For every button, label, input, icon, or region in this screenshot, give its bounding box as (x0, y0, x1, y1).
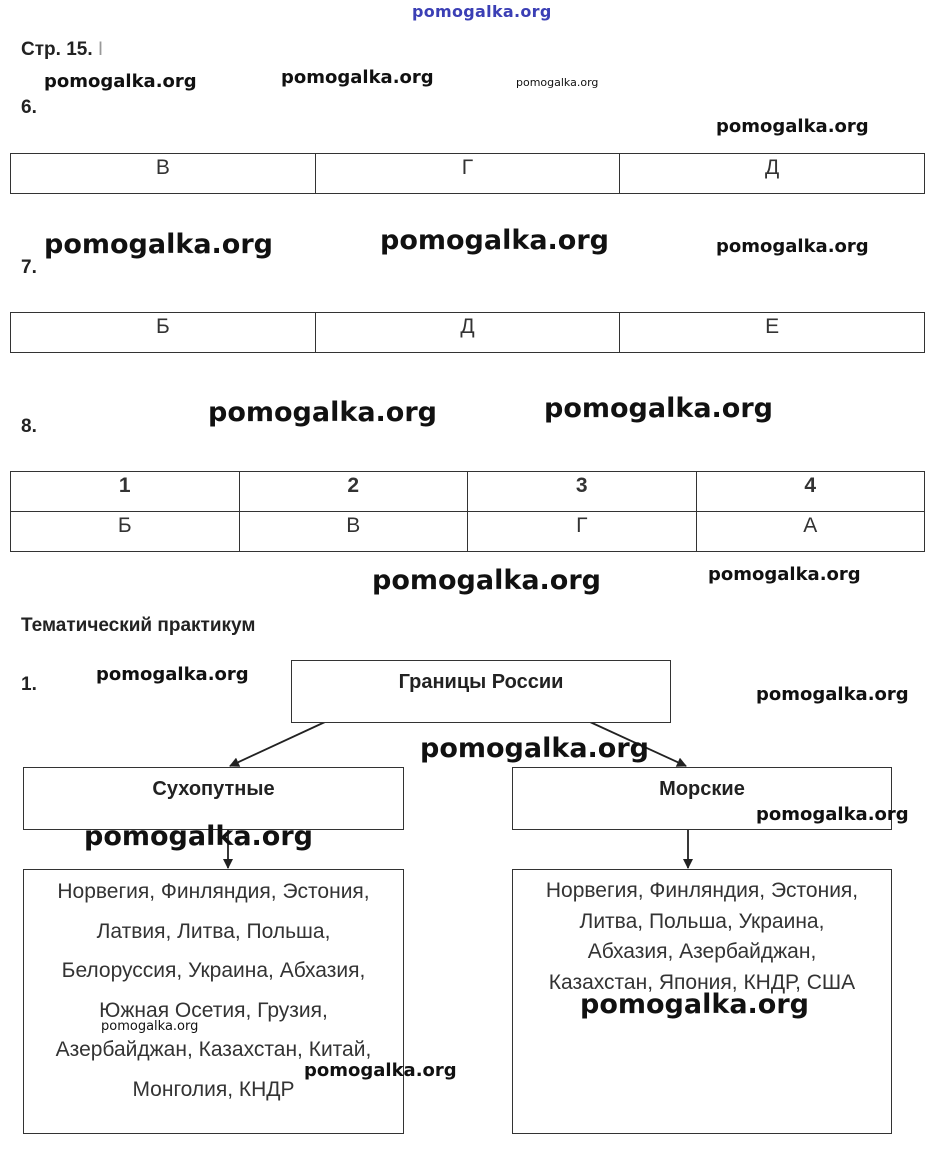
watermark: pomogalka.org (708, 564, 861, 585)
watermark: pomogalka.org (420, 733, 649, 764)
question-1-label: 1. (21, 674, 37, 695)
watermark: pomogalka.org (84, 821, 313, 852)
list-item: Казахстан, Япония, КНДР, США (548, 970, 856, 994)
question-7-label: 7. (21, 257, 37, 278)
watermark: pomogalka.org (756, 804, 909, 825)
page-header: Стр. 15. I (21, 39, 104, 60)
answer-cell: Е (620, 313, 925, 353)
land-countries-box (23, 869, 404, 1134)
question-6-label: 6. (21, 97, 37, 118)
watermark: pomogalka.org (544, 393, 773, 424)
answer-cell: В (11, 154, 316, 194)
sea-borders-title: Морские (659, 778, 745, 800)
list-item: Абхазия, Азербайджан, (587, 940, 817, 963)
watermark: pomogalka.org (756, 684, 909, 705)
header-cell: 3 (468, 472, 697, 512)
watermark: pomogalka.org (44, 229, 273, 260)
section-title: Тематический практикум (21, 615, 256, 636)
answer-cell: Г (315, 154, 620, 194)
watermark: pomogalka.org (96, 664, 249, 685)
watermark: pomogalka.org (716, 236, 869, 257)
sea-countries-list (513, 870, 891, 998)
header-cell: 1 (11, 472, 240, 512)
arrow-root-to-land (230, 722, 325, 766)
watermark: pomogalka.org (44, 71, 197, 92)
list-item: Норвегия, Финляндия, Эстония, (57, 880, 370, 903)
watermark: pomogalka.org (208, 397, 437, 428)
answer-cell: Б (11, 313, 316, 353)
watermark: pomogalka.org (380, 225, 609, 256)
list-item: Норвегия, Финляндия, Эстония, (545, 879, 859, 902)
watermark: pomogalka.org (516, 76, 599, 89)
watermark: pomogalka.org (716, 116, 869, 137)
watermark: pomogalka.org (304, 1060, 457, 1081)
watermark: pomogalka.org (372, 565, 601, 596)
answer-cell: В (239, 512, 468, 552)
answer-cell: Б (11, 512, 240, 552)
root-node (291, 660, 671, 723)
list-item: Азербайджан, Казахстан, Китай, (55, 1038, 372, 1061)
watermark: pomogalka.org (281, 67, 434, 88)
watermark: pomogalka.org (580, 989, 809, 1020)
list-item: Литва, Польша, Украина, (579, 909, 825, 933)
list-item: Монголия, КНДР (132, 1077, 295, 1101)
list-item: Латвия, Литва, Польша, (96, 919, 331, 943)
answer-cell: А (696, 512, 925, 552)
watermark: pomogalka.org (101, 1019, 199, 1034)
list-item: Белоруссия, Украина, Абхазия, (61, 959, 366, 982)
header-cell: 4 (696, 472, 925, 512)
answer-cell: Д (620, 154, 925, 194)
question-8-label: 8. (21, 416, 37, 437)
list-item: Южная Осетия, Грузия, (99, 998, 328, 1022)
header-cell: 2 (239, 472, 468, 512)
top-watermark: pomogalka.org (412, 2, 552, 21)
answer-cell: Г (468, 512, 697, 552)
answer-cell: Д (315, 313, 620, 353)
root-node-title: Границы России (398, 671, 564, 693)
land-borders-title: Сухопутные (152, 778, 275, 800)
